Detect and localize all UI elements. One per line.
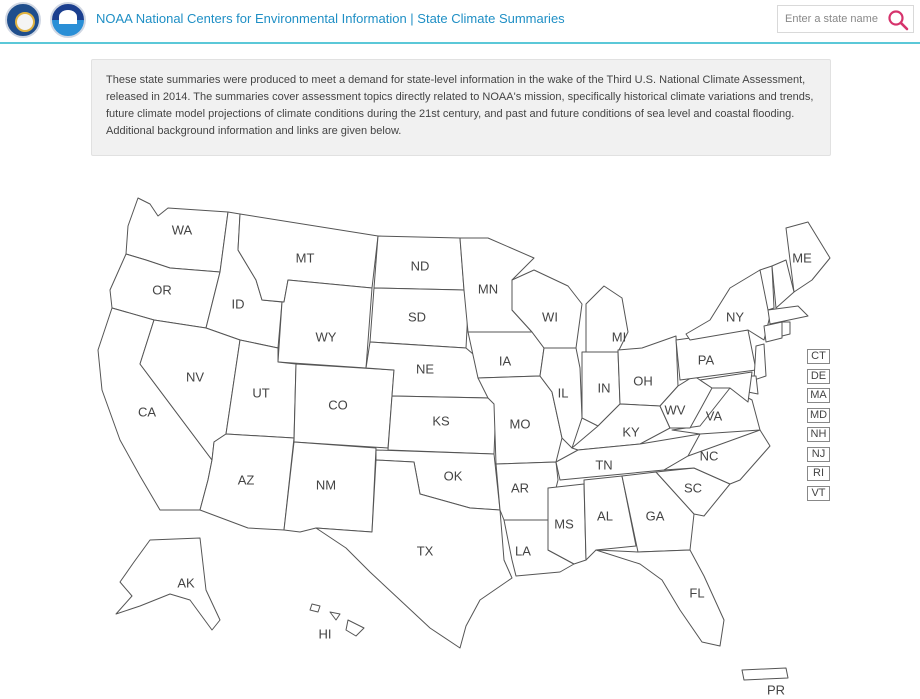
state-label-sd[interactable]: SD [407, 309, 427, 325]
state-outlines [0, 180, 920, 699]
state-label-nm[interactable]: NM [315, 477, 337, 493]
small-state-button-ri[interactable]: RI [807, 466, 830, 481]
state-label-mi[interactable]: MI [611, 329, 627, 345]
state-label-pa[interactable]: PA [697, 352, 715, 368]
state-label-ut[interactable]: UT [252, 385, 270, 401]
state-label-hi[interactable]: HI [318, 626, 332, 642]
intro-panel: These state summaries were produced to meet a demand for state-level information in the wake of the Third U.S. National Climate Assessment, released in 2014. The summaries cover assessment topics directly related to NOAA's mission, specifically historical climate variations and trends, future climate model projections of climate conditions during the 21st century, and past and future conditions of sea level and coastal flooding. Additional background information and links are given below. [91, 59, 831, 156]
state-label-va[interactable]: VA [705, 408, 723, 424]
state-shape-nj[interactable] [754, 344, 766, 380]
site-header [0, 0, 920, 44]
state-label-tx[interactable]: TX [416, 543, 434, 559]
state-label-ak[interactable]: AK [177, 575, 195, 591]
state-label-me[interactable]: ME [792, 250, 812, 266]
state-shape-ny[interactable] [686, 270, 772, 340]
state-label-ms[interactable]: MS [554, 516, 574, 532]
state-label-la[interactable]: LA [515, 543, 531, 559]
state-label-ca[interactable]: CA [137, 404, 157, 420]
state-label-nd[interactable]: ND [410, 258, 430, 274]
state-label-ks[interactable]: KS [432, 413, 450, 429]
state-label-az[interactable]: AZ [237, 472, 255, 488]
state-label-wv[interactable]: WV [664, 402, 686, 418]
state-label-ia[interactable]: IA [498, 353, 512, 369]
state-shape-ma[interactable] [768, 306, 808, 324]
small-state-button-ma[interactable]: MA [807, 388, 830, 403]
state-label-mt[interactable]: MT [295, 250, 315, 266]
state-label-wa[interactable]: WA [171, 222, 193, 238]
state-label-co[interactable]: CO [328, 397, 348, 413]
state-label-al[interactable]: AL [597, 508, 613, 524]
state-label-wi[interactable]: WI [542, 309, 558, 325]
state-label-nc[interactable]: NC [699, 448, 719, 464]
state-shape-pr[interactable] [742, 668, 788, 680]
noaa-logo-icon[interactable] [50, 2, 86, 38]
state-shape-ak[interactable] [116, 538, 220, 630]
state-label-ok[interactable]: OK [443, 468, 463, 484]
state-label-in[interactable]: IN [597, 380, 611, 396]
state-label-sc[interactable]: SC [683, 480, 703, 496]
state-label-pr[interactable]: PR [766, 682, 786, 698]
small-state-button-ct[interactable]: CT [807, 349, 830, 364]
state-label-mn[interactable]: MN [477, 281, 499, 297]
state-search-input[interactable] [778, 6, 886, 32]
us-states-map [0, 180, 920, 699]
state-label-id[interactable]: ID [231, 296, 245, 312]
state-label-nv[interactable]: NV [185, 369, 205, 385]
state-label-or[interactable]: OR [152, 282, 172, 298]
state-label-ky[interactable]: KY [622, 424, 640, 440]
commerce-seal-icon[interactable] [5, 2, 41, 38]
state-label-ga[interactable]: GA [645, 508, 665, 524]
state-shape-wy[interactable] [278, 280, 372, 368]
state-search-box [777, 5, 914, 33]
state-label-wy[interactable]: WY [315, 329, 337, 345]
state-shape-ct[interactable] [764, 322, 782, 342]
state-label-fl[interactable]: FL [689, 585, 705, 601]
small-state-button-de[interactable]: DE [807, 369, 830, 384]
small-state-button-nj[interactable]: NJ [807, 447, 830, 462]
small-state-button-vt[interactable]: VT [807, 486, 830, 501]
small-state-button-md[interactable]: MD [807, 408, 830, 423]
state-shape-ri[interactable] [782, 322, 790, 336]
state-label-il[interactable]: IL [557, 385, 569, 401]
small-state-button-nh[interactable]: NH [807, 427, 830, 442]
state-label-mo[interactable]: MO [509, 416, 531, 432]
state-label-tn[interactable]: TN [595, 457, 613, 473]
state-label-ar[interactable]: AR [510, 480, 530, 496]
state-label-ny[interactable]: NY [725, 309, 745, 325]
site-title-link[interactable]: NOAA National Centers for Environmental Information | State Climate Summaries [96, 11, 565, 26]
state-label-ne[interactable]: NE [415, 361, 435, 377]
state-shape-fl[interactable] [596, 550, 724, 646]
search-icon[interactable] [887, 9, 909, 31]
state-label-oh[interactable]: OH [633, 373, 653, 389]
